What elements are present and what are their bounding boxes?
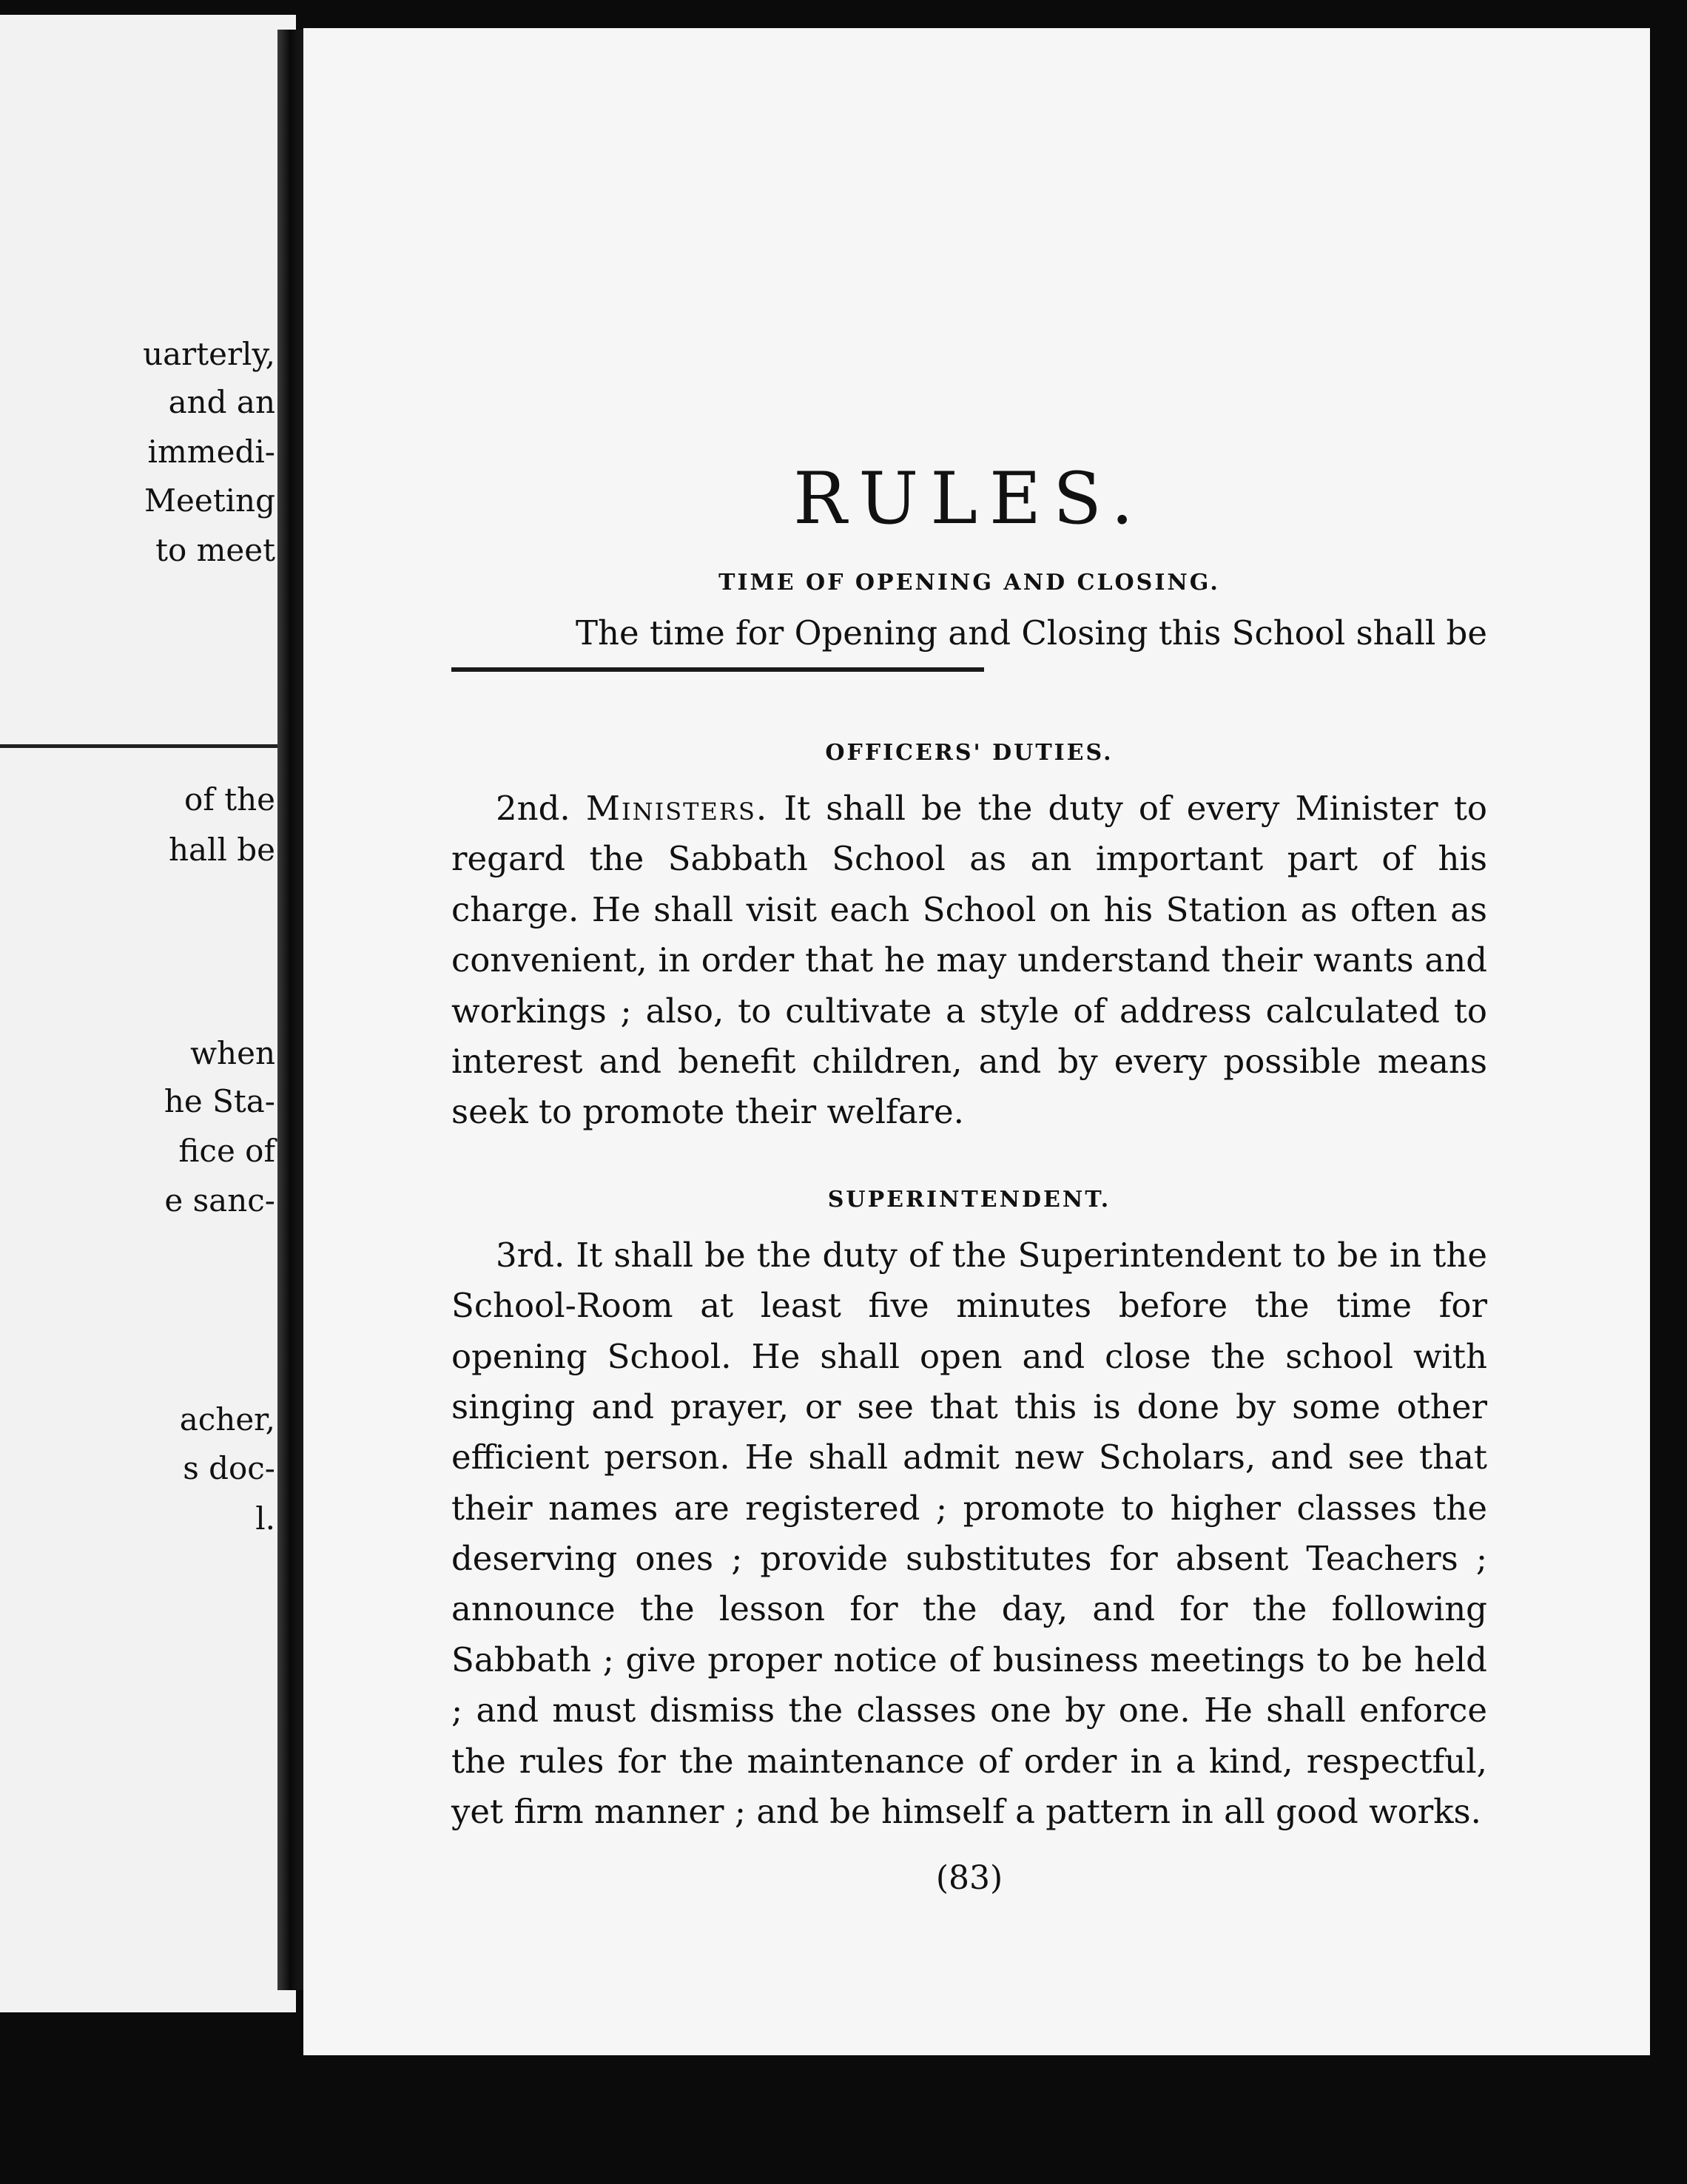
superintendent-paragraph [451,1230,1487,1838]
left-text-line: l. [255,1500,275,1537]
left-text-line: immedi- [147,434,275,470]
superintendent-text: It shall be the duty of the Superintendent to be in the School-Room at least five minutes before the time for opening School. He shall open and close the school with singing and prayer, or see that this is done by some other efficient person. He shall admit new Scholars, and see that their names are registered ; promote to higher classes the deserving ones ; provide substitutes for absent Teachers ; announce the lesson for the day, and for the following Sabbath ; give proper notice of business meetings to be held ; and must dismiss the classes one by one. He shall enforce the rules for the maintenance of order in a kind, respectful, yet firm manner ; and be himself a pattern in all good works. [451,1235,1487,1832]
left-text-line: and an [168,384,275,420]
page-title: RULES. [793,457,1145,540]
left-text-line: to meet [155,532,275,568]
left-text-line: acher, [179,1401,275,1438]
left-rule [0,744,283,748]
section-heading-superintendent: SUPERINTENDENT. [827,1186,1111,1213]
ministers-text: It shall be the duty of every Minister to regard the Sabbath School as an important part of his charge. He shall visit each School on his Station as often as convenient, in order that he may understand their wants and workings ; also, to cultivate a style of address calculated to interest and benefit children, and by every possible means seek to promote their welfare. [451,789,1487,1132]
left-text-line: uarterly, [143,336,275,372]
left-text-line: of the [184,781,275,818]
ministers-paragraph [451,783,1487,1138]
book-spine [277,30,306,1990]
left-page-fragment [0,15,296,2012]
left-text-line: e sanc- [164,1182,275,1219]
fill-in-blank-rule [451,667,984,672]
rule-number: 3rd. [496,1235,565,1275]
left-text-line: Meeting [144,482,275,519]
left-text-line: fice of [178,1133,275,1169]
left-text-line: he Sta- [164,1083,275,1119]
section-heading-officers: OFFICERS' DUTIES. [825,740,1114,766]
ministers-label: Ministers. [585,789,769,828]
right-page [303,28,1650,2055]
left-text-line: s doc- [183,1450,275,1486]
rule-number: 2nd. [496,789,570,828]
opening-rule-text: The time for Opening and Closing this School shall be [576,613,1487,653]
page-number: (83) [935,1859,1003,1898]
section-heading-opening: TIME OF OPENING AND CLOSING. [718,570,1220,596]
left-text-line: hall be [168,832,275,868]
page-body [451,457,1487,1897]
left-text-line: when [190,1035,275,1071]
